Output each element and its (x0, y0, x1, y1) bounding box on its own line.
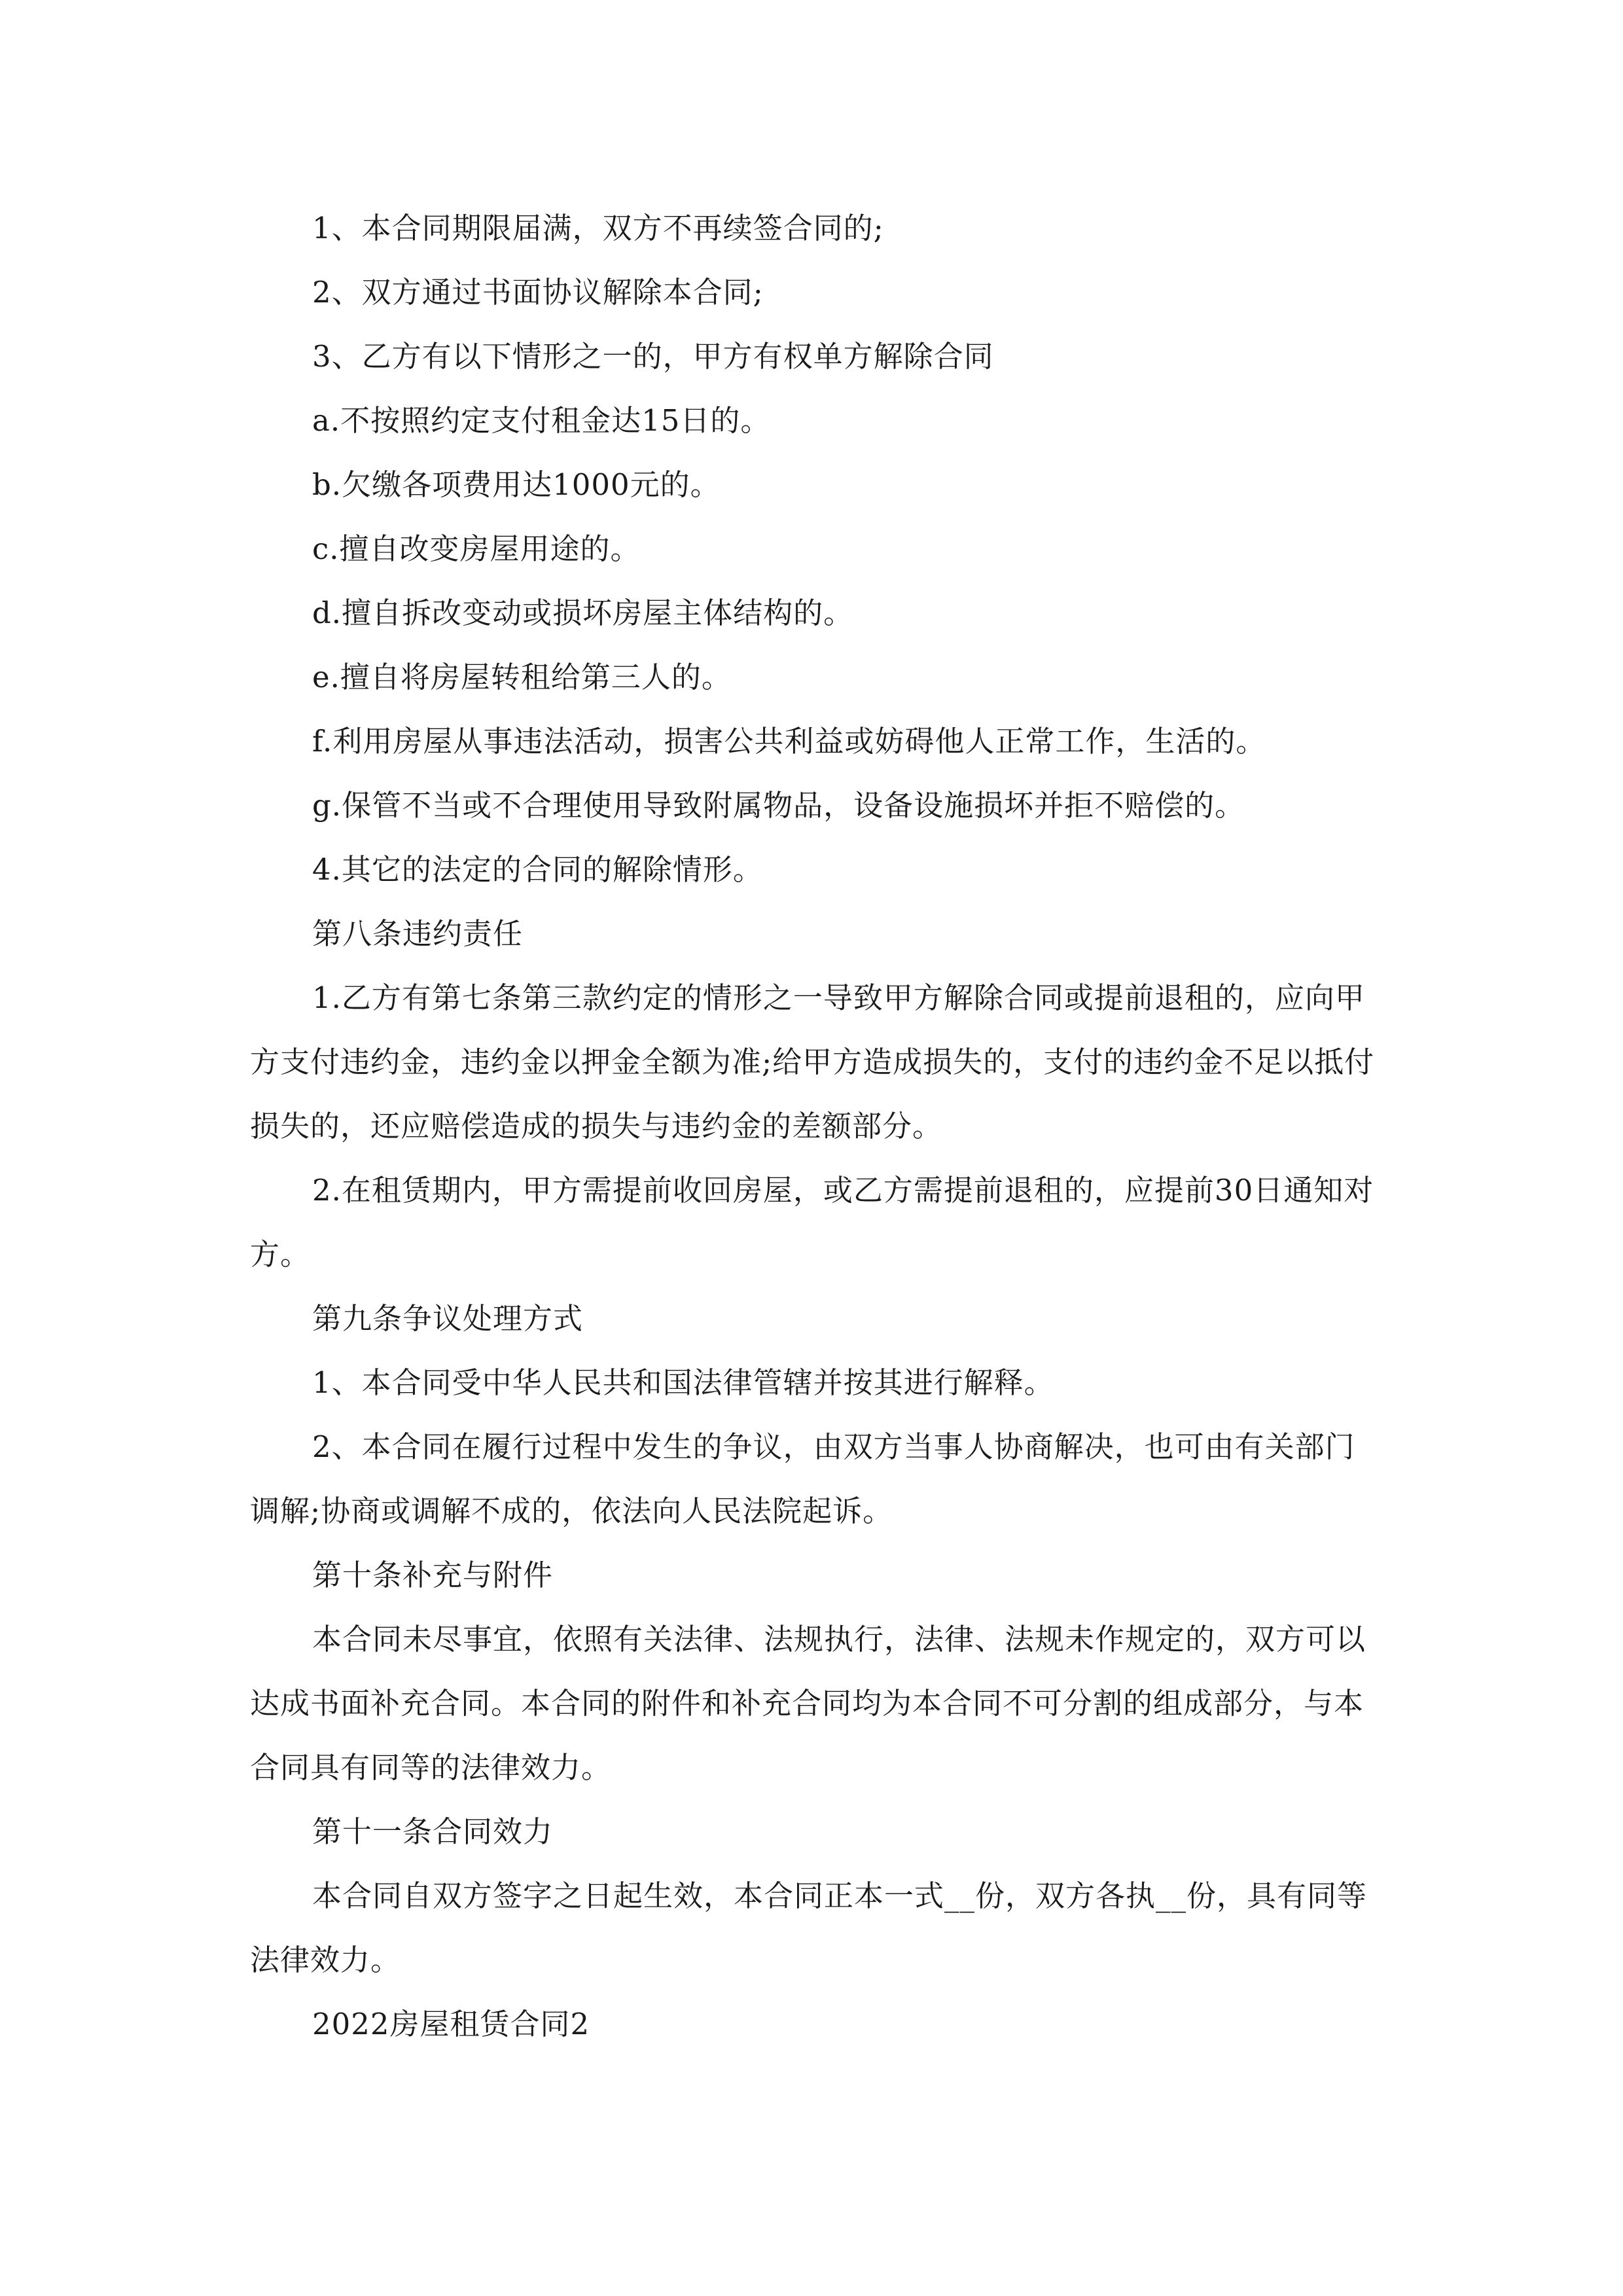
article-9-para-1: 1、本合同受中华人民共和国法律管辖并按其进行解释。 (312, 1365, 1054, 1400)
article-9-para-2: 2、本合同在履行过程中发生的争议，由双方当事人协商解决，也可由有关部门调解;协商或调解不成的，依法向人民法院起诉。 (250, 1429, 1355, 1528)
heading-article-11: 第十一条合同效力 (312, 1814, 554, 1849)
clause-item-c: c.擅自改变房屋用途的。 (312, 531, 641, 566)
clause-termination-2: 2、双方通过书面协议解除本合同; (312, 275, 764, 310)
clause-termination-1: 1、本合同期限届满，双方不再续签合同的; (312, 211, 884, 245)
clause-item-g: g.保管不当或不合理使用导致附属物品，设备设施损坏并拒不赔偿的。 (312, 788, 1245, 823)
clause-termination-4: 4.其它的法定的合同的解除情形。 (312, 852, 763, 887)
clause-termination-3: 3、乙方有以下情形之一的，甲方有权单方解除合同 (312, 339, 994, 374)
clause-item-e: e.擅自将房屋转租给第三人的。 (312, 660, 732, 694)
heading-article-10: 第十条补充与附件 (312, 1558, 554, 1592)
article-8-para-2: 2.在租赁期内，甲方需提前收回房屋，或乙方需提前退租的，应提前30日通知对方。 (250, 1173, 1374, 1272)
document-body (250, 196, 1379, 2056)
heading-article-8: 第八条违约责任 (312, 916, 524, 951)
clause-item-d: d.擅自拆改变动或损坏房屋主体结构的。 (312, 596, 854, 630)
next-contract-title: 2022房屋租赁合同2 (312, 2007, 590, 2041)
article-8-para-1: 1.乙方有第七条第三款约定的情形之一导致甲方解除合同或提前退租的，应向甲方支付违约金，违约金以押金全额为准;给甲方造成损失的，支付的违约金不足以抵付损失的，还应赔偿造成的损失与违约金的差额部分。 (250, 980, 1375, 1143)
clause-item-a: a.不按照约定支付租金达15日的。 (312, 403, 771, 438)
clause-item-b: b.欠缴各项费用达1000元的。 (312, 467, 721, 502)
article-11-para-1: 本合同自双方签字之日起生效，本合同正本一式__份，双方各执__份，具有同等法律效力。 (250, 1878, 1368, 1977)
heading-article-9: 第九条争议处理方式 (312, 1301, 584, 1336)
article-10-para-1: 本合同未尽事宜，依照有关法律、法规执行，法律、法规未作规定的，双方可以达成书面补充合同。本合同的附件和补充合同均为本合同不可分割的组成部分，与本合同具有同等的法律效力。 (250, 1622, 1366, 1785)
clause-item-f: f.利用房屋从事违法活动，损害公共利益或妨碍他人正常工作，生活的。 (312, 724, 1266, 759)
